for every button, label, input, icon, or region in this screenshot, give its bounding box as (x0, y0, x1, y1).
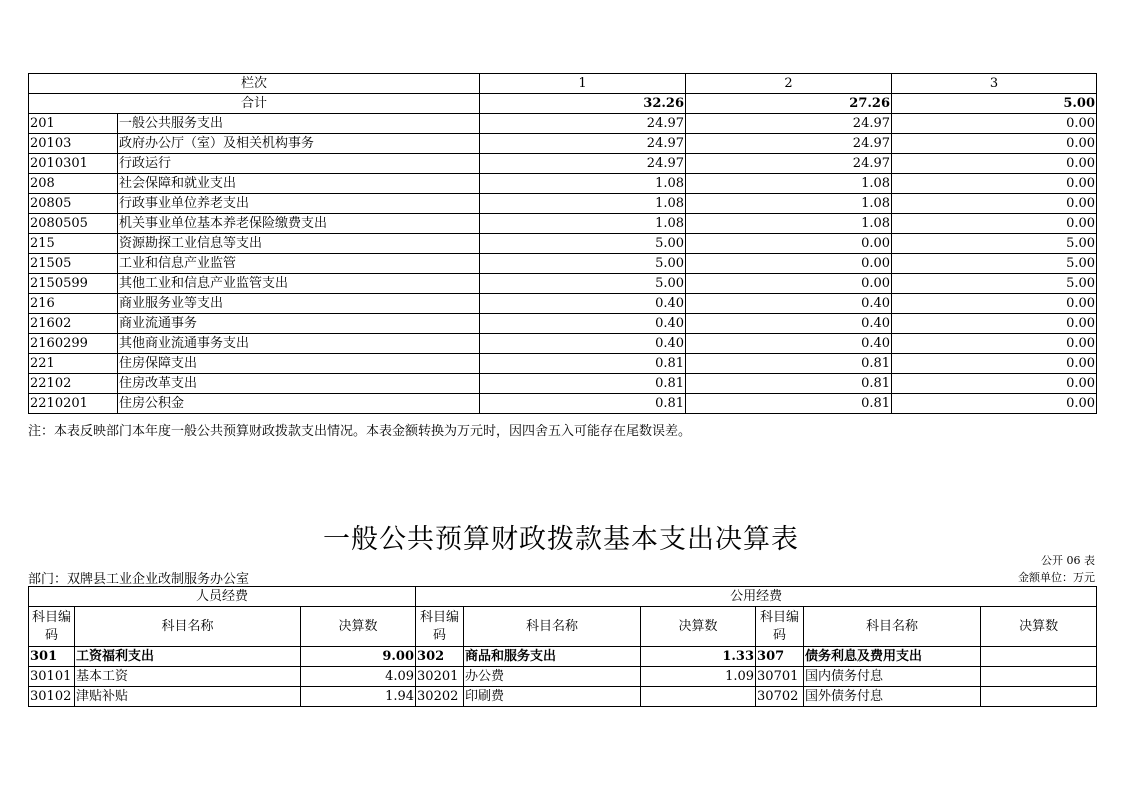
row-name: 津贴补贴 (75, 687, 301, 707)
row-code: 2210201 (29, 394, 118, 414)
row-code: 30101 (29, 667, 75, 687)
row-name: 政府办公厅（室）及相关机构事务 (118, 134, 480, 154)
row-col3: 5.00 (892, 234, 1097, 254)
col-amount-header: 决算数 (981, 607, 1097, 647)
row-col3: 0.00 (892, 314, 1097, 334)
row-col1: 0.81 (480, 394, 686, 414)
total-col1: 32.26 (480, 94, 686, 114)
form-code: 公开 06 表 (1041, 554, 1095, 567)
table-row (29, 194, 1097, 214)
row-col1: 0.81 (480, 374, 686, 394)
row-col3: 0.00 (892, 194, 1097, 214)
row-name: 资源勘探工业信息等支出 (118, 234, 480, 254)
row-name: 商业流通事务 (118, 314, 480, 334)
row-code: 20103 (29, 134, 118, 154)
row-name: 其他工业和信息产业监管支出 (118, 274, 480, 294)
table-row (29, 374, 1097, 394)
row-amount: 1.94 (301, 687, 416, 707)
page-title: 一般公共预算财政拨款基本支出决算表 (323, 524, 799, 555)
row-code: 21505 (29, 254, 118, 274)
row-name: 其他商业流通事务支出 (118, 334, 480, 354)
row-amount (981, 667, 1097, 687)
row-name: 债务利息及费用支出 (804, 647, 981, 667)
row-col1: 5.00 (480, 234, 686, 254)
row-code: 30201 (416, 667, 464, 687)
row-col3: 0.00 (892, 174, 1097, 194)
row-amount (641, 687, 756, 707)
row-code: 307 (756, 647, 804, 667)
table-row (29, 114, 1097, 134)
row-col2: 24.97 (686, 134, 892, 154)
row-col1: 1.08 (480, 174, 686, 194)
total-col3: 5.00 (892, 94, 1097, 114)
row-amount: 9.00 (301, 647, 416, 667)
row-col2: 1.08 (686, 194, 892, 214)
row-col2: 0.00 (686, 274, 892, 294)
row-amount: 1.09 (641, 667, 756, 687)
row-name: 社会保障和就业支出 (118, 174, 480, 194)
table-row (29, 334, 1097, 354)
table-row (29, 687, 1097, 707)
row-code: 20805 (29, 194, 118, 214)
row-col2: 0.40 (686, 294, 892, 314)
row-col3: 0.00 (892, 294, 1097, 314)
row-name: 一般公共服务支出 (118, 114, 480, 134)
row-col1: 1.08 (480, 194, 686, 214)
row-col2: 0.40 (686, 334, 892, 354)
column-1-header: 1 (480, 74, 686, 94)
department-label: 部门：双牌县工业企业改制服务办公室 (28, 572, 250, 587)
table-row (29, 274, 1097, 294)
row-name: 商品和服务支出 (464, 647, 641, 667)
group-public-header: 公用经费 (416, 587, 1097, 607)
row-amount: 1.33 (641, 647, 756, 667)
row-name: 工业和信息产业监管 (118, 254, 480, 274)
col-name-header: 科目名称 (804, 607, 981, 647)
row-name: 工资福利支出 (75, 647, 301, 667)
row-col3: 5.00 (892, 254, 1097, 274)
row-col1: 1.08 (480, 214, 686, 234)
row-col2: 1.08 (686, 174, 892, 194)
row-col2: 0.40 (686, 314, 892, 334)
row-col2: 24.97 (686, 114, 892, 134)
row-col1: 5.00 (480, 254, 686, 274)
row-code: 302 (416, 647, 464, 667)
col-code-header: 科目编码 (416, 607, 464, 647)
row-code: 2080505 (29, 214, 118, 234)
table-row (29, 647, 1097, 667)
table-row (29, 174, 1097, 194)
col-name-header: 科目名称 (464, 607, 641, 647)
row-col2: 0.81 (686, 394, 892, 414)
row-col3: 0.00 (892, 394, 1097, 414)
table-row (29, 314, 1097, 334)
table-row (29, 254, 1097, 274)
col-code-header: 科目编码 (29, 607, 75, 647)
row-col2: 1.08 (686, 214, 892, 234)
row-name: 商业服务业等支出 (118, 294, 480, 314)
row-col1: 0.40 (480, 334, 686, 354)
col-name-header: 科目名称 (75, 607, 301, 647)
row-col1: 24.97 (480, 114, 686, 134)
table-note: 注：本表反映部门本年度一般公共预算财政拨款支出情况。本表金额转换为万元时，因四舍五入可能存在尾数误差。 (28, 424, 692, 439)
row-name: 国外债务付息 (804, 687, 981, 707)
row-code: 30702 (756, 687, 804, 707)
row-col2: 0.81 (686, 354, 892, 374)
column-label-header: 栏次 (29, 74, 480, 94)
row-amount (981, 687, 1097, 707)
table-header-row (29, 74, 1097, 94)
col-amount-header: 决算数 (641, 607, 756, 647)
row-code: 301 (29, 647, 75, 667)
row-code: 201 (29, 114, 118, 134)
table-row (29, 667, 1097, 687)
row-col2: 0.81 (686, 374, 892, 394)
row-col3: 0.00 (892, 214, 1097, 234)
group-header-row (29, 587, 1097, 607)
row-code: 221 (29, 354, 118, 374)
row-col3: 0.00 (892, 154, 1097, 174)
column-2-header: 2 (686, 74, 892, 94)
row-col3: 0.00 (892, 354, 1097, 374)
expenditure-table (28, 73, 1097, 414)
row-code: 2160299 (29, 334, 118, 354)
total-row (29, 94, 1097, 114)
row-amount: 4.09 (301, 667, 416, 687)
row-col3: 0.00 (892, 334, 1097, 354)
row-col3: 5.00 (892, 274, 1097, 294)
table-row (29, 154, 1097, 174)
group-personnel-header: 人员经费 (29, 587, 416, 607)
row-col1: 24.97 (480, 154, 686, 174)
row-code: 208 (29, 174, 118, 194)
row-col3: 0.00 (892, 114, 1097, 134)
basic-expenditure-table (28, 586, 1097, 707)
row-col1: 0.81 (480, 354, 686, 374)
row-col3: 0.00 (892, 374, 1097, 394)
row-name: 行政事业单位养老支出 (118, 194, 480, 214)
row-code: 30102 (29, 687, 75, 707)
table-row (29, 294, 1097, 314)
row-amount (981, 647, 1097, 667)
column-3-header: 3 (892, 74, 1097, 94)
table-row (29, 234, 1097, 254)
total-col2: 27.26 (686, 94, 892, 114)
row-code: 22102 (29, 374, 118, 394)
row-name: 住房保障支出 (118, 354, 480, 374)
row-code: 215 (29, 234, 118, 254)
row-name: 办公费 (464, 667, 641, 687)
table-row (29, 214, 1097, 234)
row-col1: 0.40 (480, 314, 686, 334)
row-name: 住房改革支出 (118, 374, 480, 394)
row-code: 30202 (416, 687, 464, 707)
column-header-row (29, 607, 1097, 647)
row-col1: 0.40 (480, 294, 686, 314)
row-name: 国内债务付息 (804, 667, 981, 687)
total-label: 合计 (29, 94, 480, 114)
row-col1: 5.00 (480, 274, 686, 294)
table-row (29, 394, 1097, 414)
row-name: 基本工资 (75, 667, 301, 687)
row-code: 2010301 (29, 154, 118, 174)
row-code: 2150599 (29, 274, 118, 294)
row-col2: 0.00 (686, 254, 892, 274)
row-col1: 24.97 (480, 134, 686, 154)
row-name: 印刷费 (464, 687, 641, 707)
row-name: 行政运行 (118, 154, 480, 174)
col-code-header: 科目编码 (756, 607, 804, 647)
col-amount-header: 决算数 (301, 607, 416, 647)
row-col2: 0.00 (686, 234, 892, 254)
row-code: 216 (29, 294, 118, 314)
row-name: 机关事业单位基本养老保险缴费支出 (118, 214, 480, 234)
row-col2: 24.97 (686, 154, 892, 174)
table-row (29, 354, 1097, 374)
table-row (29, 134, 1097, 154)
row-code: 30701 (756, 667, 804, 687)
row-name: 住房公积金 (118, 394, 480, 414)
row-col3: 0.00 (892, 134, 1097, 154)
amount-unit: 金额单位：万元 (1018, 571, 1095, 584)
row-code: 21602 (29, 314, 118, 334)
